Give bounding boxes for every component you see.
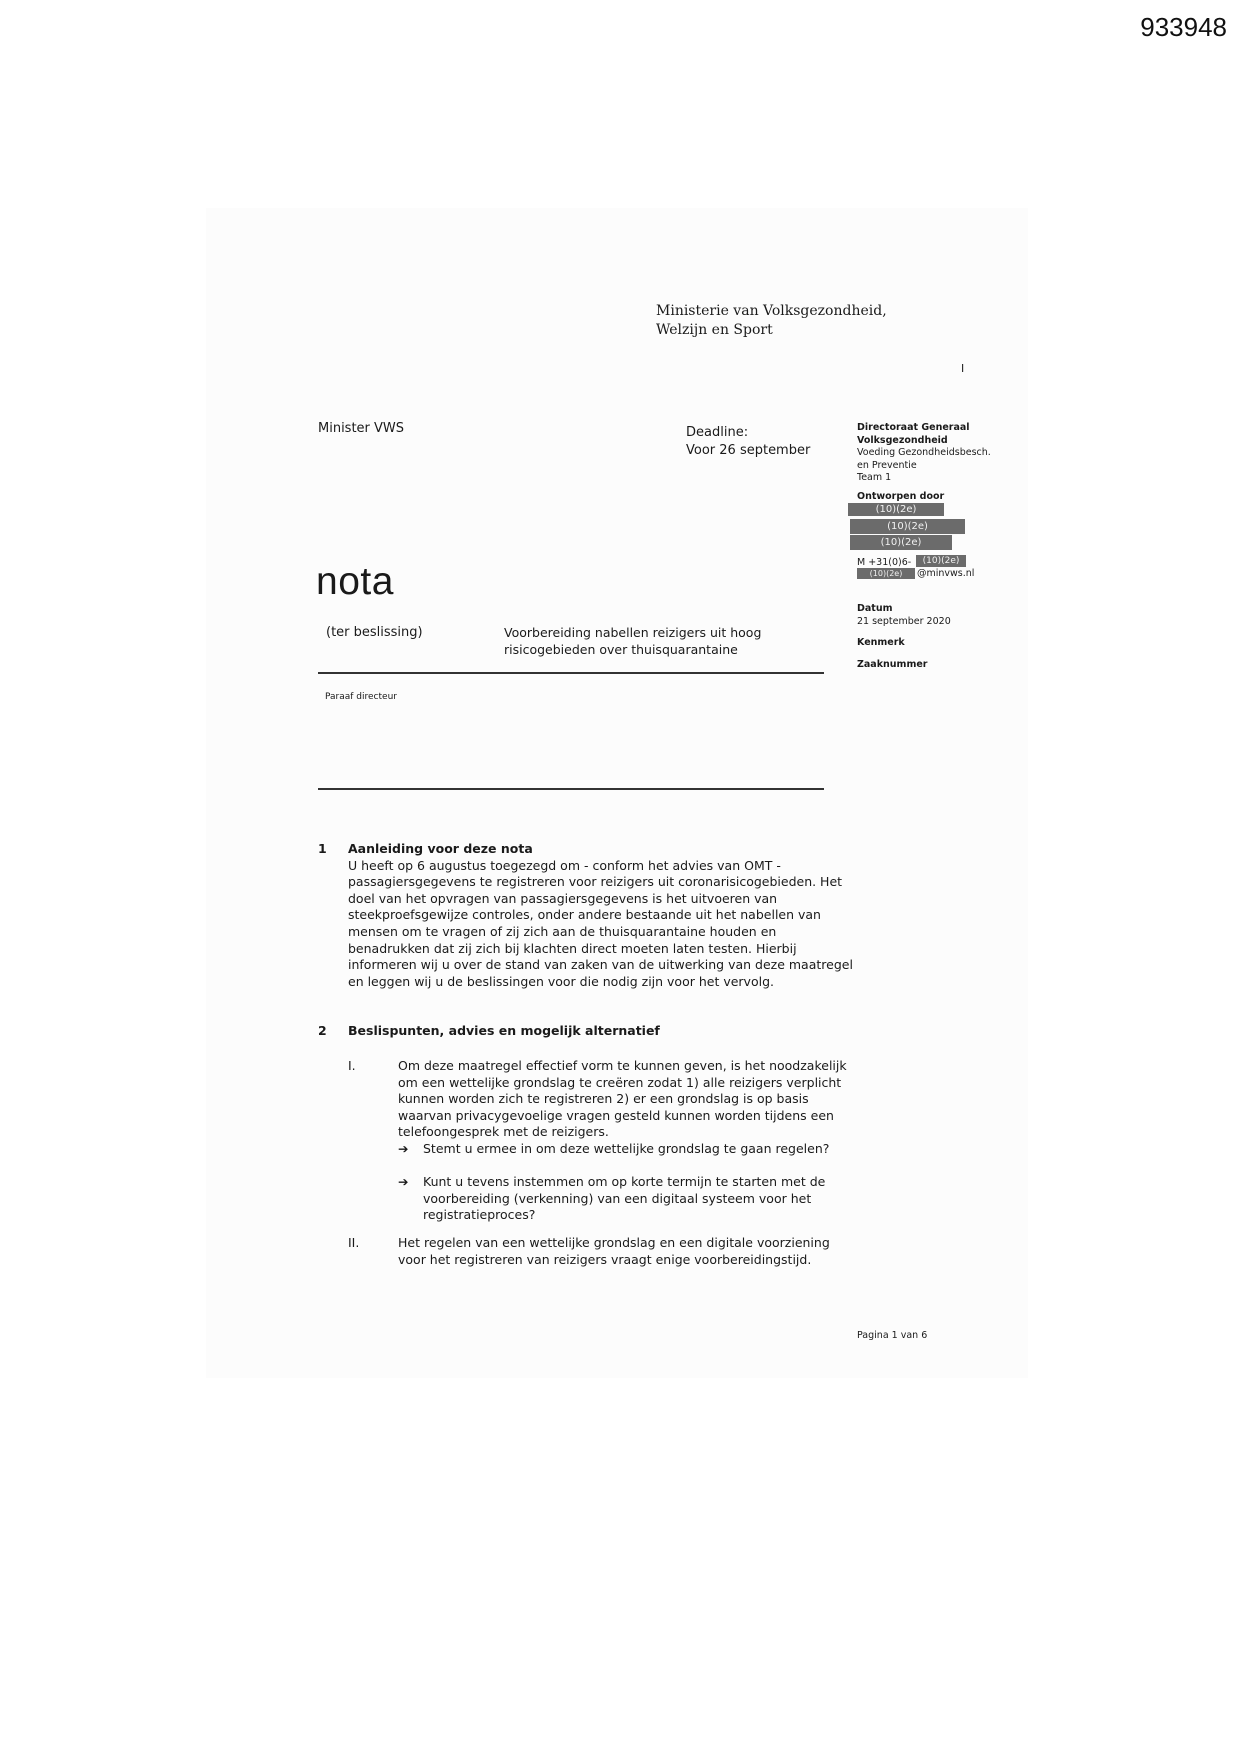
paraaf-label: Paraaf directeur (325, 692, 397, 702)
redaction-block: (10)(2e) (850, 535, 952, 550)
document-title: nota (316, 560, 394, 603)
section-2 (318, 1023, 858, 1040)
deadline-block (686, 424, 810, 460)
item-text: Om deze maatregel effectief vorm te kunnen geven, is het noodzakelijk om een wettelijke grondslag te creëren zodat 1) alle reizigers verplicht kunnen worden zich te registreren 2) er een grondslag is op basis waarvan privacygevoelige vragen gesteld kunnen worden tijdens een telefoongesprek met de reizigers. (398, 1058, 847, 1140)
redaction-block: (10)(2e) (848, 503, 944, 516)
addressee: Minister VWS (318, 421, 405, 436)
ministry-line-2: Welzijn en Sport (656, 322, 773, 338)
date-block (857, 603, 1037, 671)
kenmerk-label: Kenmerk (857, 637, 905, 648)
arrow-right-icon: ➔ (398, 1141, 409, 1156)
zaaknummer-label: Zaaknummer (857, 658, 928, 670)
redaction-block: (10)(2e) (916, 555, 966, 567)
org-line-4: en Preventie (857, 459, 917, 471)
org-line-2: Volksgezondheid (857, 434, 948, 446)
org-line-1: Directoraat Generaal (857, 422, 970, 433)
ministry-letterhead (656, 302, 887, 340)
deadline-label: Deadline: (686, 425, 749, 440)
divider (318, 788, 824, 790)
section-heading: Aanleiding voor deze nota (348, 841, 533, 856)
org-line-3: Voeding Gezondheidsbesch. (857, 447, 991, 458)
decision-item-2 (348, 1235, 848, 1268)
divider (318, 672, 824, 674)
section-1 (318, 841, 858, 990)
arrow-right-icon: ➔ (398, 1174, 409, 1189)
redaction-block: (10)(2e) (857, 568, 915, 579)
redaction-block: (10)(2e) (850, 519, 965, 534)
ministry-line-1: Ministerie van Volksgezondheid, (656, 303, 887, 319)
section-body: U heeft op 6 augustus toegezegd om - conform het advies van OMT - passagiersgegevens te registreren voor reizigers uit coronarisicogebieden. Het doel van het opvragen van passagiersgegevens is het uitvoeren van steekproefsgewijze controles, onder andere bestaande uit het nabellen van mensen om te vragen of zij zich aan de thuisquarantaine houden en benadrukken dat zij zich bij klachten direct moeten laten testen. Hierbij informeren wij u over de stand van zaken van de uitwerking van deze maatregel en leggen wij u de beslissingen voor die nodig zijn voor het vervolg. (348, 857, 853, 989)
page-number: Pagina 1 van 6 (857, 1330, 928, 1341)
letterhead-mark: I (961, 362, 965, 375)
section-heading: Beslispunten, advies en mogelijk alternatief (348, 1023, 660, 1038)
section-number: 2 (318, 1023, 327, 1038)
decision-question-2 (398, 1174, 838, 1224)
note-type: (ter beslissing) (326, 625, 423, 640)
date-value: 21 september 2020 (857, 615, 951, 627)
section-number: 1 (318, 841, 327, 856)
sidebar-details (857, 422, 1037, 503)
item-numeral: II. (348, 1235, 360, 1250)
document-number: 933948 (1140, 12, 1227, 42)
item-numeral: I. (348, 1058, 356, 1073)
decision-item-1 (348, 1058, 848, 1141)
designed-by-label: Ontworpen door (857, 490, 945, 502)
date-label: Datum (857, 603, 893, 614)
phone-prefix: M +31(0)6- (857, 557, 912, 568)
org-line-5: Team 1 (857, 472, 892, 483)
email-suffix: @minvws.nl (917, 568, 975, 579)
item-text: Het regelen van een wettelijke grondslag en een digitale voorziening voor het registreren van reizigers vraagt enige voorbereidingstijd. (398, 1235, 830, 1267)
question-text: Stemt u ermee in om deze wettelijke grondslag te gaan regelen? (423, 1141, 830, 1156)
note-subject: Voorbereiding nabellen reizigers uit hoog risicogebieden over thuisquarantaine (504, 625, 762, 657)
decision-question-1 (398, 1141, 838, 1158)
question-text: Kunt u tevens instemmen om op korte termijn te starten met de voorbereiding (verkenning) van een digitaal systeem voor het registratieproces? (423, 1174, 826, 1223)
deadline-value: Voor 26 september (686, 443, 811, 458)
